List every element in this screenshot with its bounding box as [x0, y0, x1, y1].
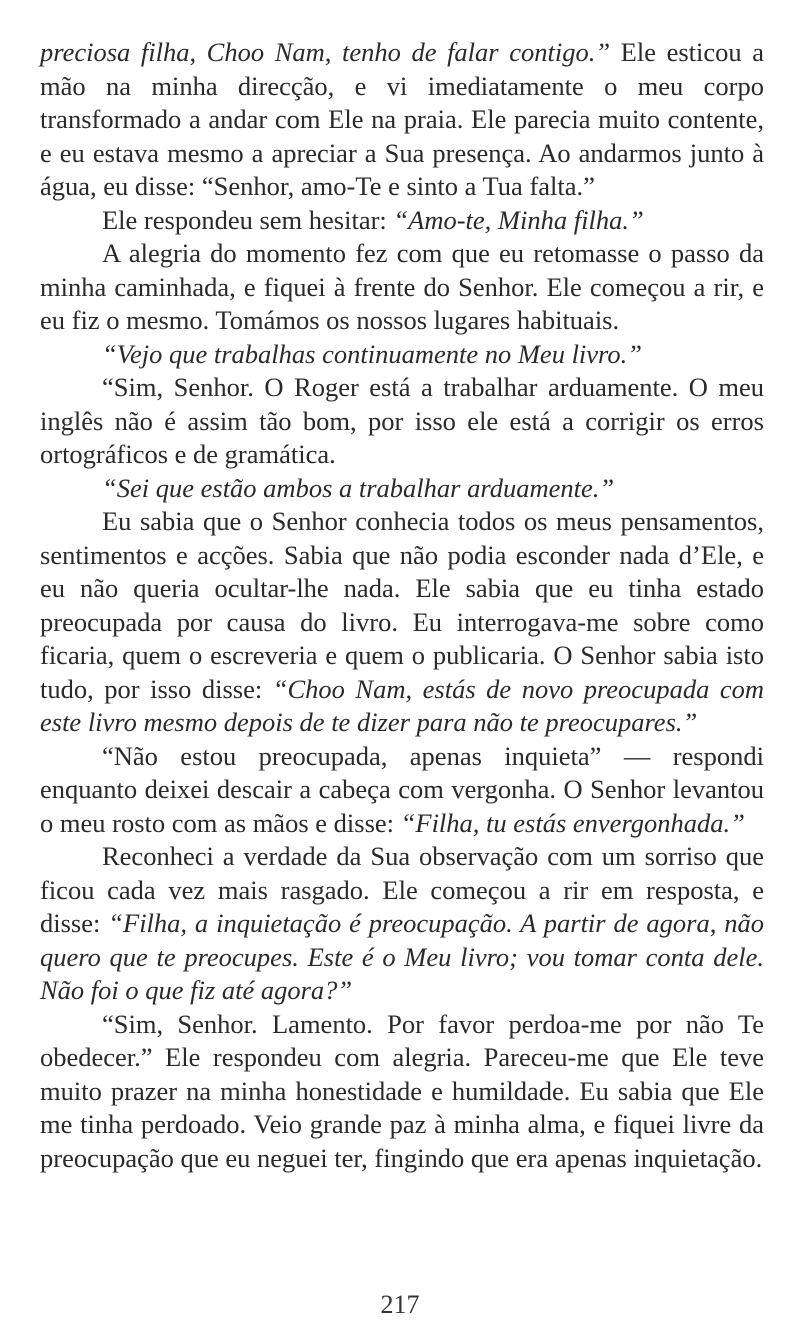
text-segment: Ele esticou a mão na minha direcção, e vi imediatamente o meu corpo transformado a andar com Ele na praia. Ele parecia muito contente, e eu estava mesmo a apreciar a Sua presença. Ao andarmos junto à água, eu disse: “Senhor, amo-Te e sinto a Tua falta.”	[40, 37, 764, 201]
text-segment: A alegria do momento fez com que eu retomasse o passo da minha caminhada, e fiquei à frente do Senhor. Ele começou a rir, e eu fiz o mesmo. Tomámos os nossos lugares habituais.	[40, 238, 764, 335]
page-number: 217	[380, 1290, 420, 1319]
paragraph-7	[40, 505, 764, 740]
text-segment: Eu sabia que o Senhor conhecia todos os meus pensamentos, sentimentos e acções. Sabia que não podia esconder nada d’Ele, e eu não queria ocultar-lhe nada. Ele sabia que eu tinha estado preocupada por causa do livro. Eu interrogava-me sobre como ficaria, quem o escreveria e quem o publicaria. O Senhor sabia isto tudo, por isso disse:	[40, 506, 764, 704]
paragraph-5	[40, 371, 764, 472]
text-segment: “Filha, tu estás envergonhada.”	[400, 807, 745, 838]
text-segment: Reconheci a verdade da Sua observação com um sorriso que ficou cada vez mais rasgado. Ele começou a rir em resposta, e disse:	[40, 841, 764, 938]
paragraph-9	[40, 840, 764, 1008]
text-segment: “Sim, Senhor. O Roger está a trabalhar arduamente. O meu inglês não é assim tão bom, por isso ele está a corrigir os erros ortográficos e de gramática.	[40, 372, 764, 469]
paragraph-6	[40, 472, 764, 506]
paragraph-8	[40, 740, 764, 841]
text-segment: “Sim, Senhor. Lamento. Por favor perdoa-me por não Te obedecer.” Ele respondeu com alegria. Pareceu-me que Ele teve muito prazer na minha honestidade e humildade. Eu sabia que Ele me tinha perdoado. Veio grande paz à minha alma, e fiquei livre da preocupação que eu neguei ter, fingindo que era apenas inquietação.	[40, 1008, 764, 1173]
text-segment: “Sei que estão ambos a trabalhar arduamente.”	[102, 472, 615, 503]
text-segment: “Não estou preocupada, apenas inquieta” — respondi enquanto deixei descair a cabeça com vergonha. O Senhor levantou o meu rosto com as mãos e disse:	[40, 740, 764, 838]
text-segment: “Filha, a inquietação é preocupação. A partir de agora, não quero que te preocupes. Este é o Meu livro; vou tomar conta dele. Não foi o que fiz até agora?”	[40, 908, 764, 1005]
text-segment: “Vejo que trabalhas continuamente no Meu livro.”	[102, 338, 643, 369]
paragraph-3	[40, 237, 764, 338]
body-text	[40, 36, 764, 1175]
paragraph-4	[40, 338, 764, 372]
text-segment: “Amo-te, Minha filha.”	[393, 204, 644, 235]
paragraph-2	[40, 204, 764, 238]
text-segment: “Choo Nam, estás de novo preocupada com este livro mesmo depois de te dizer para não te preocupares.”	[40, 673, 764, 737]
text-segment: preciosa filha, Choo Nam, tenho de falar contigo.”	[40, 37, 611, 67]
paragraph-10	[40, 1008, 764, 1176]
text-segment: Ele respondeu sem hesitar:	[102, 204, 394, 235]
paragraph-1	[40, 36, 764, 204]
